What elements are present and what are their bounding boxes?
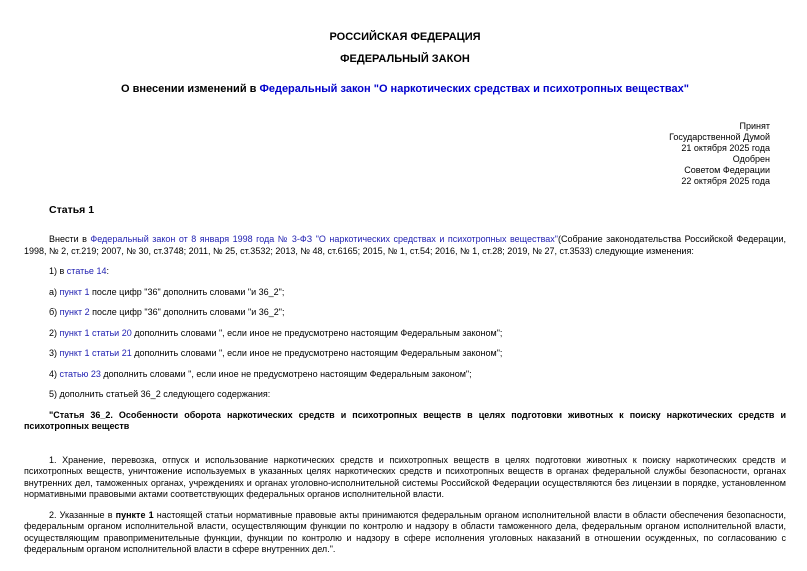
paragraph-text: настоящей статьи нормативные правовые акты принимаются федеральным органом исполнительной власти в области обеспечения безопасности, федеральным органом исполнительной власти, осуществляющим функции по контролю и надзору в области таможенного дела, федеральным органом исполнительной власти, осуществляющим правоприменительные функции, функции по контролю и надзору в сфере исполнения уголовных наказаний в отношении осужденных, по согласованию с федеральным органом исполнительной власти в сфере внутренних дел.". [24, 509, 786, 554]
point-1-link[interactable]: пункт 1 [59, 286, 90, 297]
adoption-line-duma: Государственной Думой [669, 132, 770, 142]
amendment-item-1b [24, 307, 786, 319]
item-text: : [106, 266, 109, 276]
item-text: дополнить словами ", если иное не предусмотрено настоящим Федеральным законом"; [100, 368, 472, 379]
law-reference-link[interactable]: Федеральный закон от 8 января 1998 года № 3-ФЗ "О наркотических средствах и психотропных веществах" [90, 234, 558, 244]
point-2-link[interactable]: пункт 2 [59, 307, 90, 317]
new-article-36-2-heading: "Статья 36_2. Особенности оборота наркотических средств и психотропных веществ в целях подготовки животных к поиску наркотических средств и психотропных веществ [24, 409, 786, 431]
article-23-link[interactable]: статью 23 [59, 368, 101, 379]
new-article-paragraph-2 [24, 510, 786, 556]
item-text: после цифр "36" дополнить словами "и 36_2"; [89, 307, 285, 317]
item-text: 1) в [49, 266, 67, 276]
intro-paragraph [24, 234, 786, 257]
adoption-block [24, 121, 786, 187]
item-text: 2) [49, 327, 60, 338]
item-text: 5) дополнить статьей 36_2 следующего содержания: [49, 389, 271, 399]
amendment-item-1 [24, 266, 786, 278]
document-title [24, 83, 786, 96]
amendment-item-4 [24, 369, 786, 381]
article-14-link[interactable]: статье 14 [66, 266, 107, 276]
country-heading: РОССИЙСКАЯ ФЕДЕРАЦИЯ [329, 31, 481, 43]
intro-suffix: (Собрание законодательства Российской Федерации, 1998, № 2, ст.219; 2007, № 30, ст.3748; 2011, № 25, ст.3532; 2013, № 48, ст.6165; 2015, № 1, ст.54; 2016, № 1, ст.28; 2019, № 27, ст.3533) следующие изменения: [24, 234, 786, 256]
point-1-article-21-link[interactable]: пункт 1 статьи 21 [59, 348, 132, 358]
point-1-bold-reference: пункте 1 [115, 509, 154, 520]
item-text: 4) [49, 368, 60, 379]
new-article-paragraph-1: 1. Хранение, перевозка, отпуск и использование наркотических средств и психотропных веществ в целях подготовки животных к поиску наркотических средств и психотропных веществ, уничтожение используемых в указанных целях наркотических средств и психотропных веществ в органах федеральной службы безопасности, органах внутренних дел, таможенных органах, учреждениях и органах уголовно-исполнительной системы Российской Федерации осуществляются без лицензии в порядке, установленном нормативными правовыми актами соответствующих федеральных органов исполнительной власти. [24, 454, 786, 499]
amendment-item-1a [24, 287, 786, 299]
item-text: после цифр "36" дополнить словами "и 36_2"; [89, 286, 285, 297]
item-text: б) [49, 307, 60, 317]
adoption-date-council: 22 октября 2025 года [681, 176, 770, 186]
title-prefix: О внесении изменений в [120, 83, 260, 95]
article-1-heading: Статья 1 [49, 204, 95, 216]
amendment-item-5 [24, 389, 786, 401]
doc-type-heading: ФЕДЕРАЛЬНЫЙ ЗАКОН [340, 53, 470, 65]
adoption-line-approved: Одобрен [732, 154, 770, 164]
item-text: дополнить словами ", если иное не предусмотрено настоящим Федеральным законом"; [131, 348, 503, 358]
amendment-item-3 [24, 348, 786, 360]
adoption-line-council: Советом Федерации [684, 165, 770, 175]
point-1-article-20-link[interactable]: пункт 1 статьи 20 [59, 327, 132, 338]
item-text: дополнить словами ", если иное не предусмотрено настоящим Федеральным законом"; [131, 327, 503, 338]
item-text: 3) [49, 348, 60, 358]
adoption-line-adopted: Принят [739, 121, 770, 131]
amendment-item-2 [24, 328, 786, 340]
item-text: а) [49, 286, 60, 297]
amended-law-title-link[interactable]: Федеральный закон "О наркотических средствах и психотропных веществах" [259, 83, 689, 95]
intro-prefix: Внести в [49, 234, 91, 244]
adoption-date-duma: 21 октября 2025 года [681, 143, 770, 153]
paragraph-text: 2. Указанные в [49, 509, 116, 520]
